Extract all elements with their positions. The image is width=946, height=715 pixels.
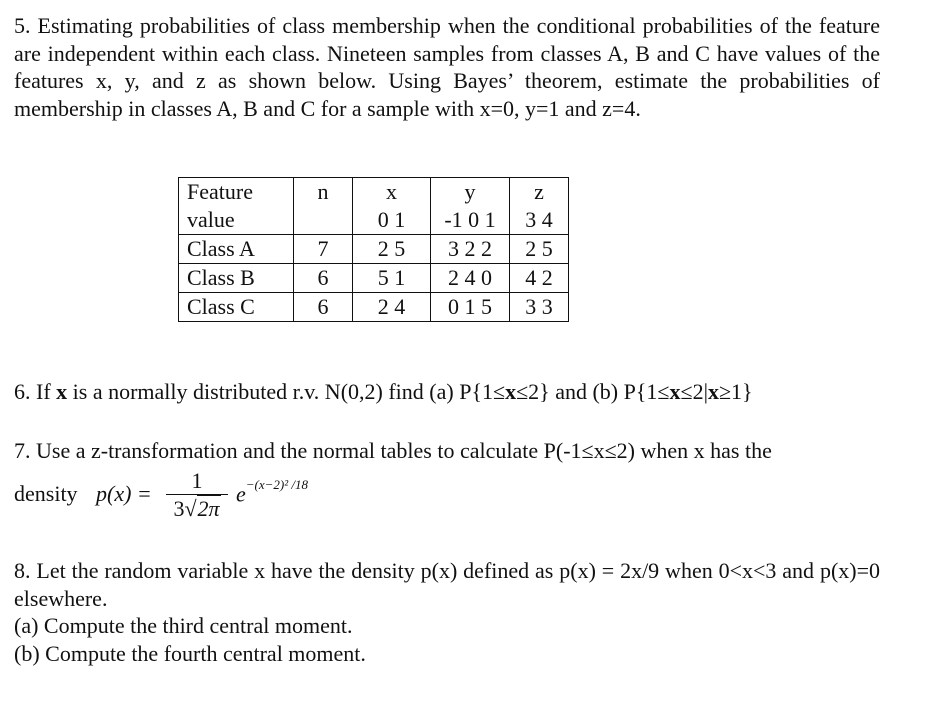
table-cell: 5 1 <box>353 264 431 293</box>
table-row <box>179 293 569 322</box>
table-cell: 0 1 5 <box>431 293 510 322</box>
table-cell: 2 5 <box>510 235 569 264</box>
table-header-cell: y <box>431 178 510 207</box>
table-header-cell: Feature <box>179 178 294 207</box>
exp-base: e <box>236 481 246 507</box>
table-header-row <box>179 206 569 235</box>
density-fraction <box>166 469 228 522</box>
q6-mid: ≤2} and (b) P{1≤ <box>516 379 670 404</box>
q6-prefix: 6. If <box>14 379 57 404</box>
table-cell: 2 5 <box>353 235 431 264</box>
table-cell: 3 2 2 <box>431 235 510 264</box>
table-header-cell: 0 1 <box>353 206 431 235</box>
q8-part-a: (a) Compute the third central moment. <box>14 613 353 638</box>
denominator-coef: 3 <box>173 496 185 521</box>
table-header-cell: x <box>353 178 431 207</box>
feature-table <box>178 177 569 322</box>
exp-exponent: −(x−2)² /18 <box>245 477 308 492</box>
table-cell: Class B <box>179 264 294 293</box>
density-formula <box>14 469 614 529</box>
table-row <box>179 235 569 264</box>
question-6 <box>14 378 880 406</box>
question-5: 5. Estimating probabilities of class membership when the conditional probabilities of the feature are independent within each class. Nineteen samples from classes A, B and C have values of the features x, y, and z as shown below. Using Bayes’ theorem, estimate the probabilities of membership in classes A, B and C for a sample with x=0, y=1 and z=4. <box>14 13 880 121</box>
table-cell: 2 4 <box>353 293 431 322</box>
sqrt-icon: √ <box>184 496 197 521</box>
table-cell: 4 2 <box>510 264 569 293</box>
fraction-numerator: 1 <box>191 468 203 493</box>
table-cell: Class C <box>179 293 294 322</box>
table-cell: 2 4 0 <box>431 264 510 293</box>
table-cell: 6 <box>294 264 353 293</box>
q6-mid: is a normally distributed r.v. N(0,2) find (a) P{1≤ <box>67 379 506 404</box>
sqrt-argument: 2π <box>197 496 220 521</box>
table-header-cell: z <box>510 178 569 207</box>
table-header-cell: value <box>179 206 294 235</box>
table-header-cell: -1 0 1 <box>431 206 510 235</box>
table-cell: 6 <box>294 293 353 322</box>
density-label: density <box>14 481 78 506</box>
fraction-denominator <box>166 496 228 522</box>
q6-var: x <box>707 379 719 404</box>
table-header-cell: 3 4 <box>510 206 569 235</box>
q6-var: x <box>669 379 681 404</box>
exponential-term <box>236 477 308 507</box>
q6-suffix: ≥1} <box>718 379 753 404</box>
q8-statement: 8. Let the random variable x have the density p(x) defined as p(x) = 2x/9 when 0<x<3 and p(x)=0 elsewhere. <box>14 558 880 611</box>
table-cell: 7 <box>294 235 353 264</box>
density-function-lhs: p(x) = <box>96 481 152 506</box>
table-cell: Class A <box>179 235 294 264</box>
table-header-cell <box>294 206 353 235</box>
table-header-cell: n <box>294 178 353 207</box>
table-row <box>179 264 569 293</box>
q6-var: x <box>56 379 68 404</box>
q6-mid: ≤2| <box>680 379 708 404</box>
table-header-row <box>179 178 569 207</box>
q8-part-b: (b) Compute the fourth central moment. <box>14 640 366 666</box>
table-cell: 3 3 <box>510 293 569 322</box>
q6-var: x <box>505 379 517 404</box>
question-8 <box>14 557 880 667</box>
question-7: 7. Use a z-transformation and the normal tables to calculate P(-1≤x≤2) when x has the <box>14 438 772 463</box>
